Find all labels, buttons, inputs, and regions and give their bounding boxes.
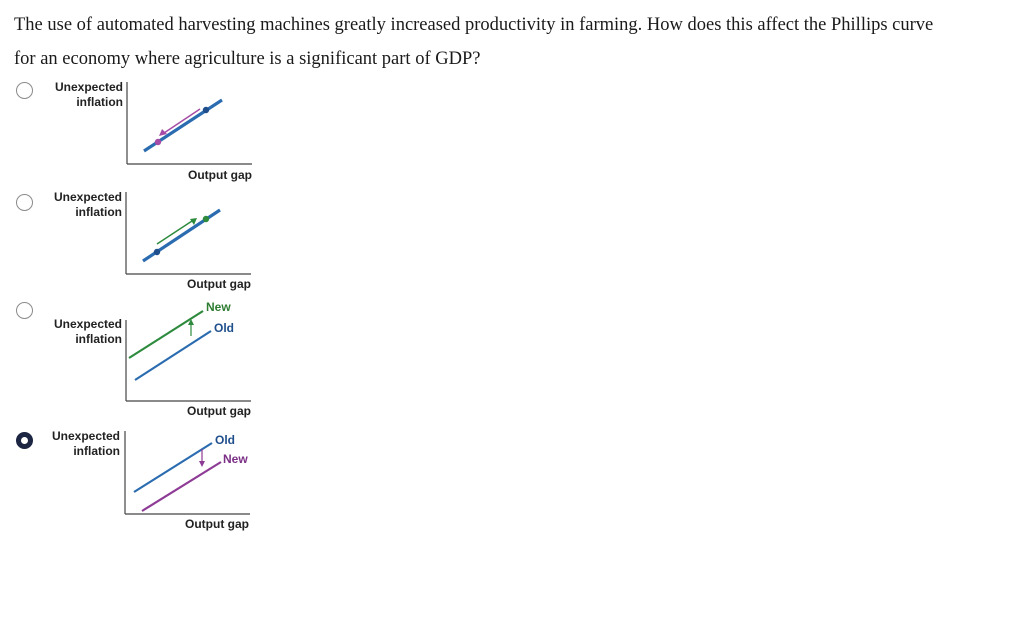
movement-arrow: [164, 109, 200, 133]
answer-option-1[interactable]: [0, 78, 300, 188]
start-point: [203, 107, 209, 113]
end-point: [155, 139, 161, 145]
question-text: [14, 8, 1014, 76]
y-axis-label-line-2: inflation: [76, 95, 123, 109]
answer-option-4[interactable]: [0, 425, 300, 535]
start-point: [154, 249, 160, 255]
y-axis-label-line-2: inflation: [73, 444, 120, 458]
x-axis-label: Output gap: [185, 517, 249, 531]
phillips-graph-option-3: [40, 298, 270, 428]
x-axis-label: Output gap: [187, 277, 251, 291]
arrow-down-icon: [199, 461, 205, 467]
end-point: [203, 216, 209, 222]
y-axis-label-line-1: Unexpected: [51, 429, 120, 443]
radio-button-option-2[interactable]: [16, 194, 33, 211]
x-axis-label: Output gap: [187, 404, 251, 418]
phillips-graph-option-4: [40, 425, 270, 540]
old-curve-label: Old: [214, 321, 234, 335]
answer-option-2[interactable]: [0, 188, 300, 298]
new-curve-label: New: [223, 452, 248, 466]
new-curve-label: New: [206, 300, 231, 314]
y-axis-label-line-1: Unexpected: [53, 317, 122, 331]
radio-button-option-4-selected[interactable]: [16, 432, 33, 449]
x-axis-label: Output gap: [188, 168, 252, 182]
y-axis-label-line-2: inflation: [75, 205, 122, 219]
phillips-graph-option-1: [40, 78, 270, 193]
question-line-1: The use of automated harvesting machines greatly increased productivity in farming. How does this affect the Phillips curve: [14, 15, 934, 35]
question-line-2: for an economy where agriculture is a significant part of GDP?: [14, 49, 481, 69]
y-axis-label-line-1: Unexpected: [54, 80, 123, 94]
y-axis-label-line-2: inflation: [75, 332, 122, 346]
old-phillips-curve: [134, 443, 212, 492]
phillips-graph-option-2: [40, 188, 270, 303]
old-curve-label: Old: [215, 433, 235, 447]
radio-button-option-3[interactable]: [16, 302, 33, 319]
y-axis-label-line-1: Unexpected: [53, 190, 122, 204]
answer-option-3[interactable]: [0, 298, 300, 423]
radio-button-option-1[interactable]: [16, 82, 33, 99]
old-phillips-curve: [135, 331, 211, 380]
new-phillips-curve: [129, 311, 203, 358]
new-phillips-curve: [142, 462, 221, 511]
